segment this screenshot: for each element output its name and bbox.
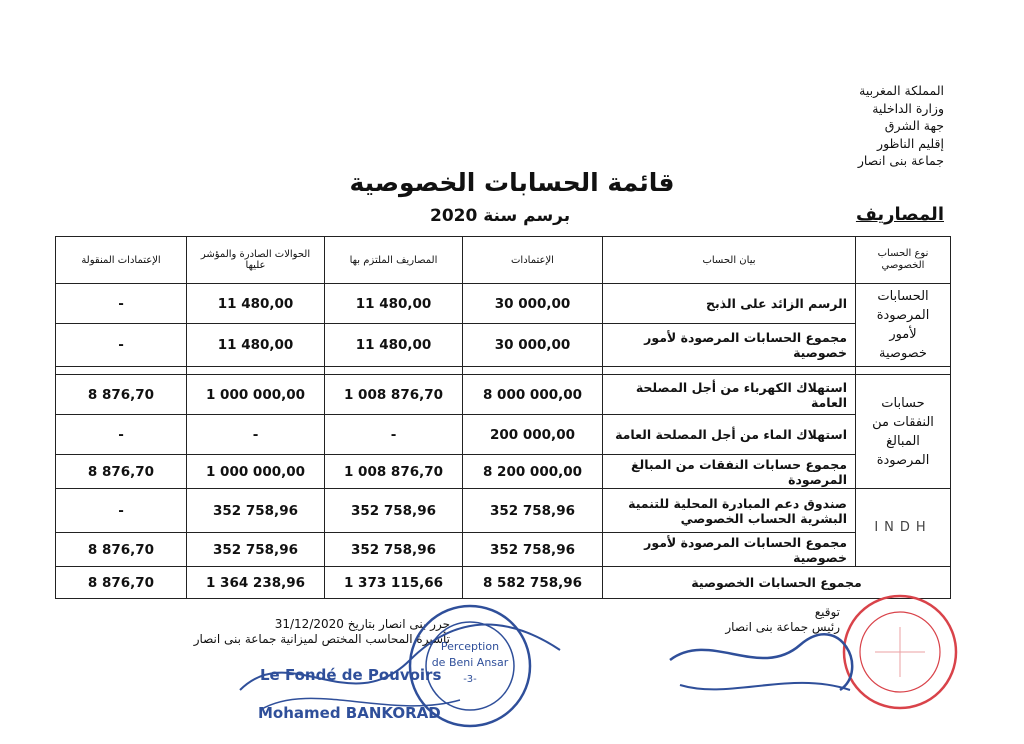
- cell-issued: 1 000 000,00: [187, 455, 325, 489]
- president-signature-stroke: [670, 634, 852, 690]
- table-row: [56, 375, 951, 415]
- cell-committed: 1 008 876,70: [325, 455, 463, 489]
- cell-carried: -: [56, 415, 187, 455]
- col-header-carried: الإعتمادات المنقولة: [56, 237, 187, 284]
- header-line-kingdom: المملكة المغربية: [859, 83, 944, 98]
- cell-issued: 352 758,96: [187, 489, 325, 533]
- president-title: رئيس جماعة بنى انصار: [725, 620, 840, 634]
- cell-issued: 11 480,00: [187, 284, 325, 324]
- cell-credits: 30 000,00: [463, 324, 603, 367]
- cell-issued: 11 480,00: [187, 324, 325, 367]
- cell-label: استهلاك الكهرباء من أجل المصلحة العامة: [603, 375, 856, 415]
- cell-committed: 1 008 876,70: [325, 375, 463, 415]
- svg-text:-3-: -3-: [463, 674, 477, 685]
- cell-issued: 1 000 000,00: [187, 375, 325, 415]
- total-label: مجموع الحسابات الخصوصية: [603, 567, 951, 599]
- cell-issued: 352 758,96: [187, 533, 325, 567]
- cell-credits: 30 000,00: [463, 284, 603, 324]
- president-stamps: [650, 590, 980, 740]
- cell-carried: -: [56, 324, 187, 367]
- table-row: [56, 415, 951, 455]
- svg-text:Perception: Perception: [440, 640, 500, 653]
- cell-label: مجموع حسابات النفقات من المبالغ المرصودة: [603, 455, 856, 489]
- svg-text:de Beni Ansar: de Beni Ansar: [431, 656, 509, 669]
- commune-red-stamp: [844, 596, 956, 708]
- fonde-de-pouvoirs-stamp: Le Fondé de Pouvoirs: [260, 666, 442, 684]
- table-row: [56, 324, 951, 367]
- table-row: [56, 533, 951, 567]
- cell-credits: 352 758,96: [463, 533, 603, 567]
- category-indh: INDH: [856, 489, 951, 567]
- total-issued: 1 364 238,96: [187, 567, 325, 599]
- treasury-stamps: [230, 600, 570, 744]
- category-earmarked: الحسابات المرصودة لأمور خصوصية: [856, 284, 951, 367]
- table-row: [56, 455, 951, 489]
- cell-label: صندوق دعم المبادرة المحلية للتنمية البشرية الحساب الخصوصي: [603, 489, 856, 533]
- header-line-ministry: وزارة الداخلية: [872, 100, 944, 116]
- cell-credits: 8 000 000,00: [463, 375, 603, 415]
- administrative-header: [858, 82, 944, 170]
- cell-carried: 8 876,70: [56, 455, 187, 489]
- col-header-credits: الإعتمادات: [463, 237, 603, 284]
- category-expenditure: حسابات النفقات من المبالغ المرصودة: [856, 375, 951, 489]
- cell-label: استهلاك الماء من أجل المصلحة العامة: [603, 415, 856, 455]
- signature-label: توقيع: [814, 605, 840, 619]
- cell-credits: 8 200 000,00: [463, 455, 603, 489]
- cell-committed: 352 758,96: [325, 533, 463, 567]
- cell-committed: 352 758,96: [325, 489, 463, 533]
- col-header-label: بيان الحساب: [603, 237, 856, 284]
- table-row: [56, 284, 951, 324]
- cell-label: مجموع الحسابات المرصودة لأمور خصوصية: [603, 324, 856, 367]
- cell-issued: -: [187, 415, 325, 455]
- cell-carried: 8 876,70: [56, 375, 187, 415]
- header-line-province: إقليم الناظور: [877, 135, 944, 151]
- cell-credits: 352 758,96: [463, 489, 603, 533]
- total-carried: 8 876,70: [56, 567, 187, 599]
- special-accounts-table: [55, 236, 951, 599]
- accountant-name-stamp: Mohamed BANKORAD: [258, 704, 441, 722]
- cell-credits: 200 000,00: [463, 415, 603, 455]
- cell-committed: 11 480,00: [325, 284, 463, 324]
- header-line-commune: جماعة بنى انصار: [857, 153, 944, 168]
- cell-carried: -: [56, 284, 187, 324]
- cell-label: مجموع الحسابات المرصودة لأمور خصوصية: [603, 533, 856, 567]
- table-header-row: [56, 237, 951, 284]
- issued-place-date: حرر بنى انصار بتاريخ 31/12/2020: [274, 617, 450, 631]
- row-separator: [56, 367, 951, 375]
- document-title: قائمة الحسابات الخصوصية: [349, 168, 675, 197]
- cell-label: الرسم الزائد على الذبح: [603, 284, 856, 324]
- accountant-visa-label: تأشيرة المحاسب المختص لميزانية جماعة بنى انصار: [193, 632, 450, 646]
- col-header-type: نوع الحساب الخصوصي: [856, 237, 951, 284]
- total-committed: 1 373 115,66: [325, 567, 463, 599]
- col-header-issued: الحوالات الصادرة والمؤشر عليها: [187, 237, 325, 284]
- table-row: [56, 489, 951, 533]
- cell-committed: -: [325, 415, 463, 455]
- total-credits: 8 582 758,96: [463, 567, 603, 599]
- col-header-committed: المصاريف الملتزم بها: [325, 237, 463, 284]
- header-line-region: جهة الشرق: [884, 118, 944, 133]
- section-label: المصاريف: [855, 204, 944, 225]
- cell-committed: 11 480,00: [325, 324, 463, 367]
- year-label: برسم سنة 2020: [430, 206, 571, 226]
- cell-carried: 8 876,70: [56, 533, 187, 567]
- cell-carried: -: [56, 489, 187, 533]
